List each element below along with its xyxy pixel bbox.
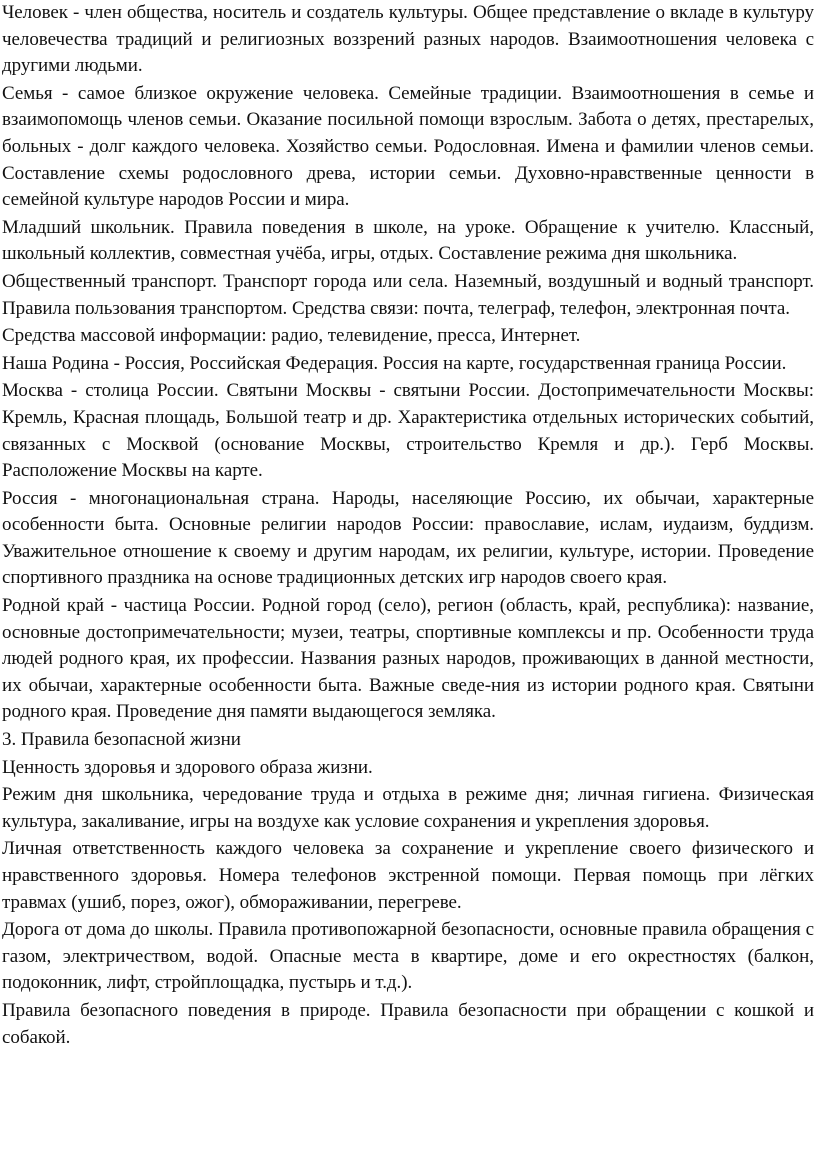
- paragraph-society: Человек - член общества, носитель и создатель культуры. Общее представление о вкладе в культуру человечества традиций и религиозных воззрений разных народов. Взаимоотношения человека с другими людьми.: [2, 2, 814, 77]
- paragraph-family: Семья - самое близкое окружение человека. Семейные традиции. Взаимоотношения в семье и взаимопомощь членов семьи. Оказание посильной помощи взрослым. Забота о детях, престарелых, больных - долг каждого человека. Хозяйство семьи. Родословная. Имена и фамилии членов семьи. Составление схемы родословного древа, истории семьи. Духовно-нравственные ценности в семейной культуре народов России и мира.: [2, 82, 814, 211]
- paragraph-nature-safety: Правила безопасного поведения в природе. Правила безопасности при обращении с кошкой и собакой.: [2, 999, 814, 1048]
- paragraph-schoolchild: Младший школьник. Правила поведения в школе, на уроке. Обращение к учителю. Классный, школьный коллектив, совместная учёба, игры, отдых. Составление режима дня школьника.: [2, 216, 814, 265]
- paragraph-transport: Общественный транспорт. Транспорт города или села. Наземный, воздушный и водный транспорт. Правила пользования транспортом. Средства связи: почта, телеграф, телефон, электронная почта.: [2, 270, 814, 319]
- paragraph-native-land: Родной край - частица России. Родной город (село), регион (область, край, республика): название, основные достопримечательности; музеи, театры, спортивные комплексы и пр. Особенности труда людей родного края, их профессии. Названия разных народов, проживающих в данной местности, их обычаи, характерные особенности быта. Важные сведе-ния из истории родного края. Святыни родного края. Проведение дня памяти выдающегося земляка.: [2, 595, 814, 723]
- paragraph-multinational: Россия - многонациональная страна. Народы, населяющие Россию, их обычаи, характерные особенности быта. Основные религии народов России: православие, ислам, иудаизм, буддизм. Уважительное отношение к своему и другим народам, их религии, культуре, истории. Проведение спортивного праздника на основе традиционных детских игр народов своего края.: [2, 487, 814, 589]
- paragraph-homeland: Наша Родина - Россия, Российская Федерация. Россия на карте, государственная граница России.: [2, 352, 787, 374]
- paragraph-daily-routine: Режим дня школьника, чередование труда и отдыха в режиме дня; личная гигиена. Физическая культура, закаливание, игры на воздухе как условие сохранения и укрепления здоровья.: [2, 784, 814, 832]
- section-heading-safety: 3. Правила безопасной жизни: [2, 729, 241, 751]
- paragraph-health-value: Ценность здоровья и здорового образа жизни.: [2, 756, 373, 778]
- paragraph-moscow: Москва - столица России. Святыни Москвы - святыни России. Достопримечательности Москвы: Кремль, Красная площадь, Большой театр и др. Характеристика отдельных исторических событий, связанных с Москвой (основание Москвы, строительство Кремля и др.). Герб Москвы. Расположение Москвы на карте.: [2, 380, 814, 482]
- paragraph-road-to-school: Дорога от дома до школы. Правила противопожарной безопасности, основные правила обращения с газом, электричеством, водой. Опасные места в квартире, доме и его окрестностях (балкон, подоконник, лифт, стройплощадка, пустырь и т.д.).: [2, 919, 814, 994]
- paragraph-responsibility: Личная ответственность каждого человека за сохранение и укрепление своего физического и нравственного здоровья. Номера телефонов экстренной помощи. Первая помощь при лёгких травмах (ушиб, порез, ожог), обмораживании, перегреве.: [2, 838, 814, 913]
- paragraph-mass-media: Средства массовой информации: радио, телевидение, пресса, Интернет.: [2, 325, 581, 347]
